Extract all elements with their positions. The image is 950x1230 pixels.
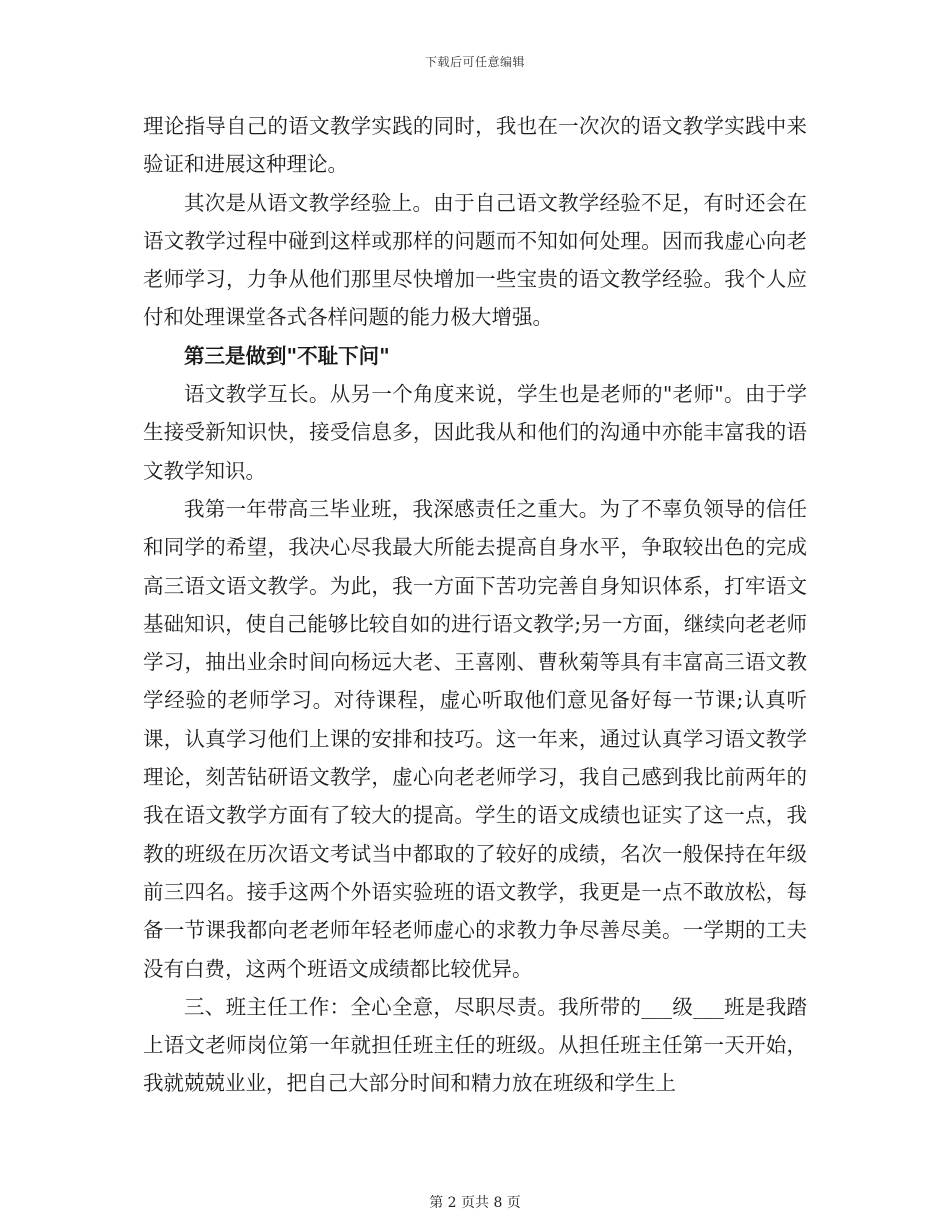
document-body: [143, 107, 807, 1103]
section-heading: 第三是做到"不耻下问": [184, 343, 390, 368]
body-paragraph: 其次是从语文教学经验上。由于自己语文教学经验不足，有时还会在语文教学过程中碰到这样或那样的问题而不知如何处理。因而我虚心向老老师学习，力争从他们那里尽快增加一些宝贵的语文教学经验。我个人应付和处理课堂各式各样问题的能力极大增强。: [143, 190, 807, 330]
page-footer: 第 2 页共 8 页: [429, 1195, 521, 1211]
body-paragraph: 我第一年带高三毕业班，我深感责任之重大。为了不辜负领导的信任和同学的希望，我决心尽我最大所能去提高自身水平，争取较出色的完成高三语文语文教学。为此，我一方面下苦功完善自身知识体系，打牢语文基础知识，使自己能够比较自如的进行语文教学;另一方面，继续向老老师学习，抽出业余时间向杨远大老、王喜刚、曹秋菊等具有丰富高三语文教学经验的老师学习。对待课程，虚心听取他们意见备好每一节课;认真听课，认真学习他们上课的安排和技巧。这一年来，通过认真学习语文教学理论，刻苦钻研语文教学，虚心向老老师学习，我自己感到我比前两年的我在语文教学方面有了较大的提高。学生的语文成绩也证实了这一点，我教的班级在历次语文考试当中都取的了较好的成绩，名次一般保持在年级前三四名。接手这两个外语实验班的语文教学，我更是一点不敢放松，每备一节课我都向老老师年轻老师虚心的求教力争尽善尽美。一学期的工夫没有白费，这两个班语文成绩都比较优异。: [143, 496, 807, 981]
page-header: 下载后可任意编辑: [424, 55, 525, 69]
body-paragraph: 理论指导自己的语文教学实践的同时，我也在一次次的语文教学实践中来验证和进展这种理论。: [143, 114, 807, 177]
body-paragraph: 语文教学互长。从另一个角度来说，学生也是老师的"老师"。由于学生接受新知识快，接受信息多，因此我从和他们的沟通中亦能丰富我的语文教学知识。: [143, 382, 807, 483]
body-paragraph: 三、班主任工作：全心全意，尽职尽责。我所带的___级___班是我踏上语文老师岗位第一年就担任班主任的班级。从担任班主任第一天开始，我就兢兢业业，把自己大部分时间和精力放在班级和学生上: [143, 994, 807, 1096]
